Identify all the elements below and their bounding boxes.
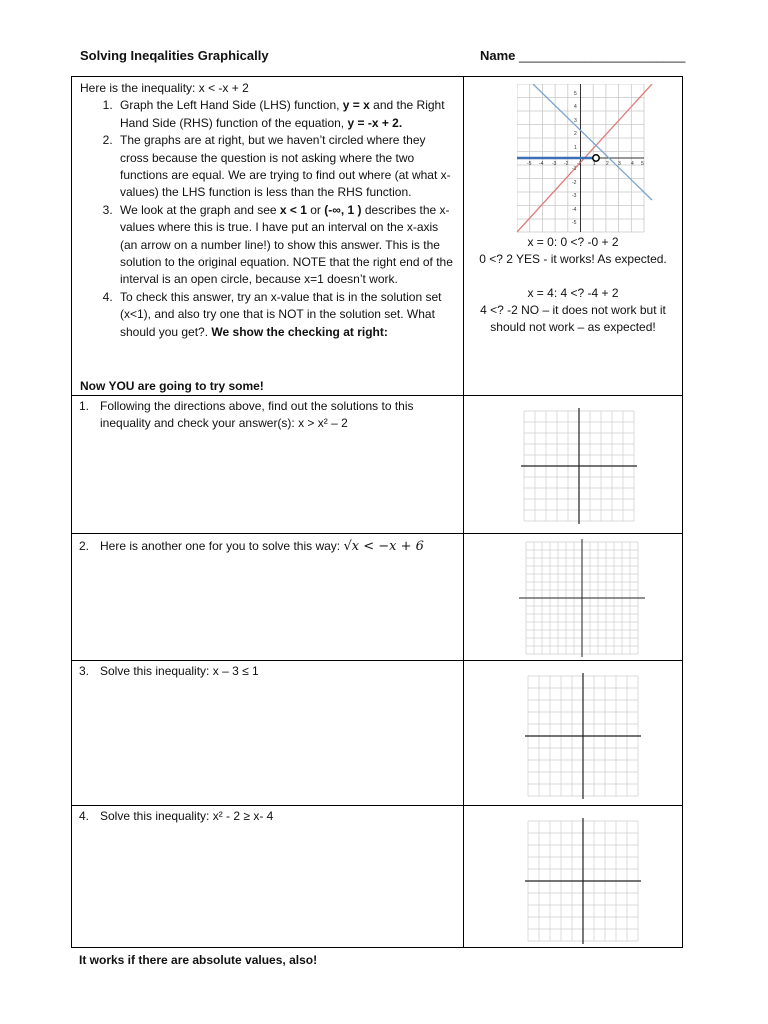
name-label [480, 48, 685, 63]
example-graph [517, 84, 657, 234]
step-4-text-a: To check this answer, try an x-value that is in the solution set (x<1), and also try one that is NOT in the solution set. What should you get?. [120, 289, 442, 339]
check-block [464, 234, 682, 336]
problem-4-number: 4. [79, 809, 90, 823]
step-4 [116, 289, 457, 341]
problem-4-cell [71, 805, 464, 948]
step-3-text-a: We look at the graph and see [120, 202, 280, 217]
problem-2-graph-cell [463, 533, 683, 661]
step-3-text-c: or [306, 202, 325, 217]
worksheet-title: Solving Ineqalities Graphically [80, 48, 269, 63]
tick-label: -2 [564, 161, 569, 167]
problem-2-graph[interactable] [518, 539, 650, 657]
step-3-solution-inequality: x < 1 [279, 202, 307, 217]
problem-1-number: 1. [79, 399, 90, 413]
tick-label: 3 [574, 118, 577, 124]
problem-3-text: Solve this inequality: x – 3 ≤ 1 [100, 664, 259, 678]
footer-note: It works if there are absolute values, also! [79, 953, 318, 967]
tick-label: -5 [572, 220, 577, 226]
tick-label: -3 [572, 193, 577, 199]
tick-label: -5 [527, 161, 532, 167]
problem-1-graph[interactable] [519, 406, 645, 526]
step-4-text-b: We show the checking at right: [211, 324, 388, 339]
tick-label: -1 [572, 166, 577, 172]
step-2-text: The graphs are at right, but we haven’t circled where they cross because the question is not asking where the two functions are equal. We are trying to find out where (at what x-values) the LHS function is less than the RHS function. [120, 133, 451, 200]
tick-label: -2 [572, 180, 577, 186]
check-line-5: should not work – as expected! [490, 320, 656, 334]
problem-2-number: 2. [79, 539, 90, 553]
tick-label: 5 [574, 91, 577, 97]
tick-label: 5 [641, 161, 644, 167]
tick-label: 2 [574, 131, 577, 137]
example-x-tick-labels [527, 161, 644, 167]
problem-1-graph-cell [463, 395, 683, 534]
step-2 [116, 132, 457, 202]
step-3-text-e: describes the x-values where this is true. I have put an interval on the x-axis (an arrow on a number line!) to show this answer. This is the solution to the original equation. NOTE that the right end of the interval is an open circle, because x=1 doesn’t work. [120, 202, 453, 287]
tick-label: 2 [606, 161, 609, 167]
step-1-lhs-function: y = x [342, 98, 370, 113]
tick-label: -1 [577, 161, 582, 167]
problem-4-graph-cell [463, 805, 683, 948]
problem-3-number: 3. [79, 664, 90, 678]
tick-label: -4 [572, 207, 577, 213]
check-line-3: x = 4: 4 <? -4 + 2 [527, 286, 619, 300]
intro-lead: Here is the inequality: x < -x + 2 [80, 81, 249, 95]
step-3-solution-interval: (-∞, 1 ) [324, 202, 362, 217]
tick-label: -4 [539, 161, 544, 167]
example-graph-cell [463, 76, 683, 396]
tick-label: 1 [593, 161, 596, 167]
check-line-1: x = 0: 0 <? -0 + 2 [527, 235, 619, 249]
rhs-line-y-equals-neg-x-plus-2 [533, 84, 652, 200]
intro-steps [80, 97, 457, 341]
step-1 [116, 97, 457, 132]
problem-2-inequality: √x < −x + 6 [343, 539, 424, 554]
name-label-text: Name [480, 48, 516, 63]
tick-label: 3 [618, 161, 621, 167]
tick-label: 4 [631, 161, 634, 167]
step-1-text-a: Graph the Left Hand Side (LHS) function, [120, 98, 343, 113]
problem-1-cell [71, 395, 464, 534]
check-line-4: 4 <? -2 NO – it does not work but it [480, 303, 666, 317]
tick-label: -3 [552, 161, 557, 167]
step-1-text-c: and the Right Hand Side (RHS) function of the equation, [120, 98, 445, 130]
check-line-2: 0 <? 2 YES - it works! As expected. [479, 252, 667, 266]
problem-2-cell [71, 533, 464, 661]
step-3 [116, 202, 457, 289]
tick-label: 1 [574, 145, 577, 151]
problem-4-text: Solve this inequality: x² - 2 ≥ x- 4 [100, 809, 274, 823]
problem-3-graph-cell [463, 660, 683, 806]
problem-1-text: Following the directions above, find out the solutions to this inequality and check your answer(s): x > x² – 2 [100, 399, 414, 430]
intro-cell [71, 76, 464, 396]
tick-label: 4 [574, 104, 577, 110]
now-you-heading: Now YOU are going to try some! [80, 379, 264, 393]
problem-2-text-wrap [100, 538, 455, 555]
step-1-rhs-function: y = -x + 2. [347, 115, 403, 130]
problem-3-graph[interactable] [524, 671, 644, 801]
problem-2-text: Here is another one for you to solve this way: [100, 539, 344, 553]
open-circle-endpoint [593, 155, 599, 161]
name-blank-line[interactable]: _______________________ [519, 48, 686, 63]
problem-4-graph[interactable] [524, 816, 644, 946]
problem-3-cell [71, 660, 464, 806]
